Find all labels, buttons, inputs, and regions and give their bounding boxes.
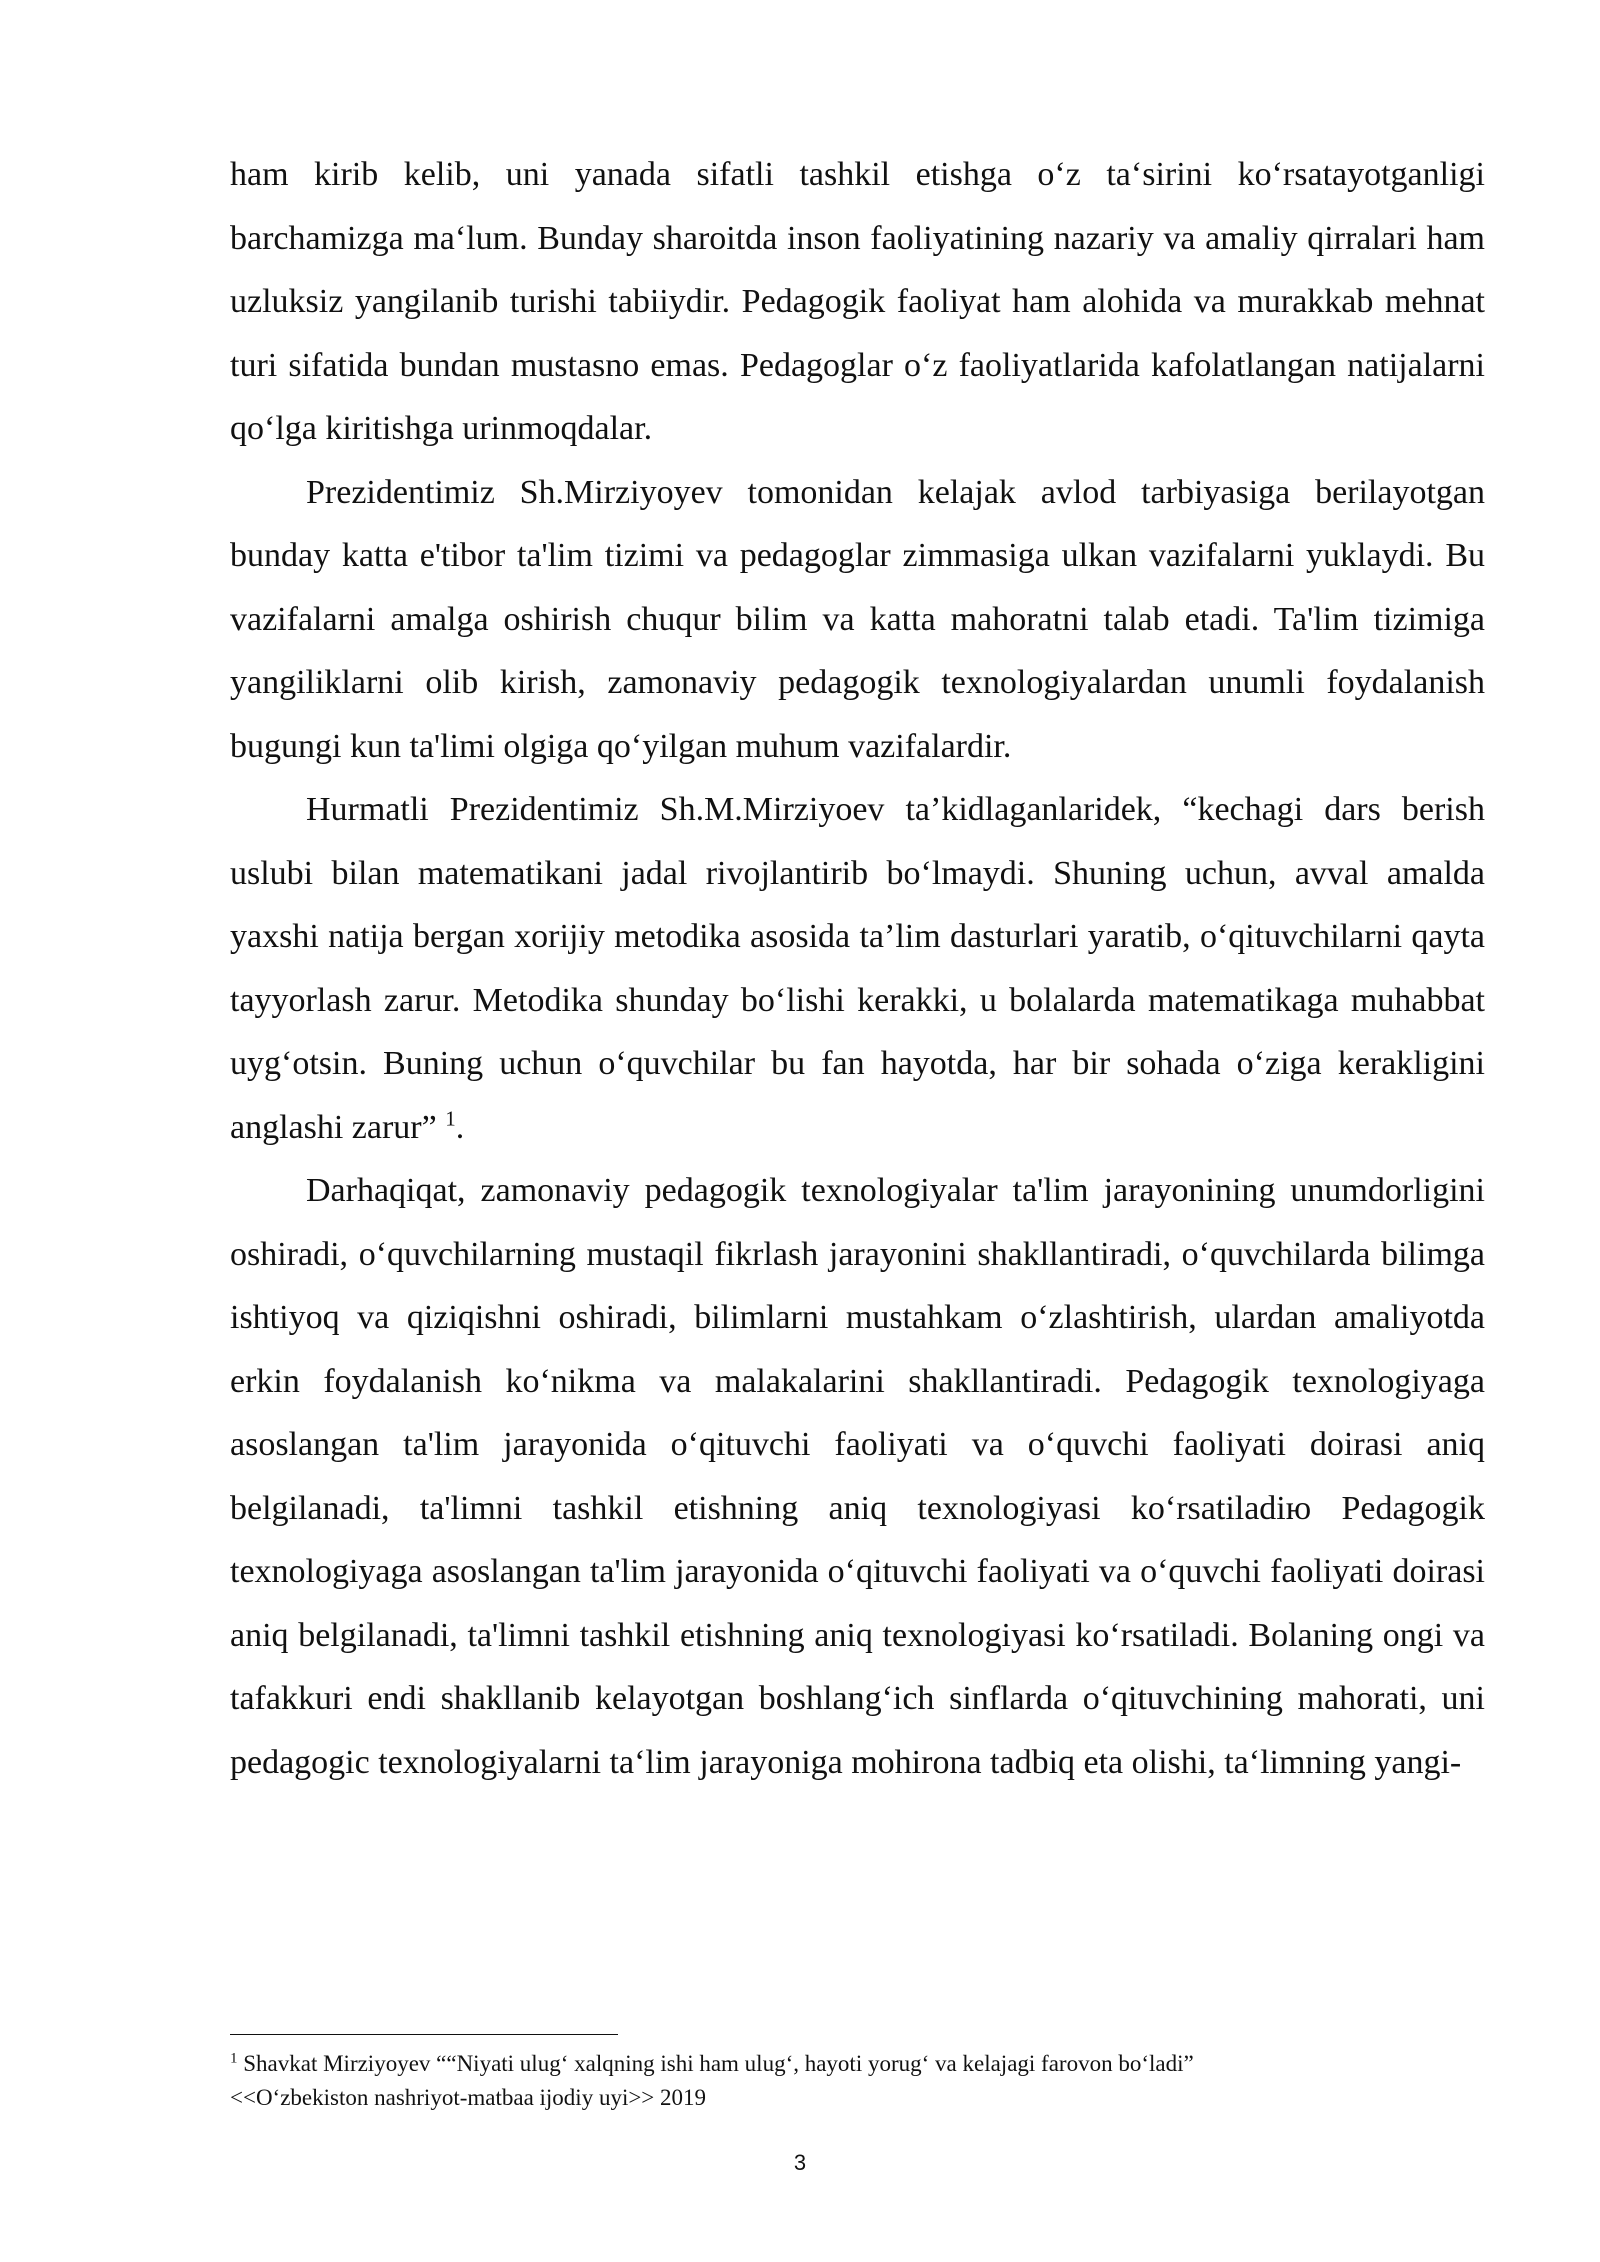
- footnote-number: 1: [230, 2050, 238, 2067]
- paragraph-3-text: Hurmatli Prezidentimiz Sh.M.Mirziyoev ta’kidlaganlaridek, “kechagi dars berish uslubi bilan matematikani jadal rivojlantirib bo‘lmaydi. Shuning uchun, avval amalda yaxshi natija bergan xorijiy metodika asosida ta’lim dasturlari yaratib, o‘qituvchilarni qayta tayyorlash zarur. Metodika shunday bo‘lishi kerakki, u bolalarda matematikaga muhabbat uyg‘otsin. Buning uchun o‘quvchilar bu fan hayotda, har bir sohada o‘ziga kerakligini anglashi zarur”: [230, 791, 1485, 1146]
- footnote-line-1: [230, 2047, 1485, 2081]
- paragraph-3: [230, 778, 1485, 1159]
- footnote-citation: Shavkat Mirziyoyev ““Niyati ulug‘ xalqning ishi ham ulug‘, hayoti yorug‘ va kelajagi farovon bo‘ladi”: [243, 2051, 1194, 2076]
- footnote-reference[interactable]: 1: [445, 1106, 456, 1131]
- body-text: [230, 143, 1485, 1794]
- paragraph-2: Prezidentimiz Sh.Mirziyoyev tomonidan kelajak avlod tarbiyasiga berilayotgan bunday katta e'tibor ta'lim tizimi va pedagoglar zimmasiga ulkan vazifalarni yuklaydi. Bu vazifalarni amalga oshirish chuqur bilim va katta mahoratni talab etadi. Ta'lim tizimiga yangiliklarni olib kirish, zamonaviy pedagogik texnologiyalardan unumli foydalanish bugungi kun ta'limi olgiga qo‘yilgan muhum vazifalardir.: [230, 473, 1485, 765]
- page-number: 3: [793, 2150, 807, 2175]
- footnote-separator: [230, 2034, 618, 2035]
- paragraph-1: ham kirib kelib, uni yanada sifatli tashkil etishga o‘z ta‘sirini ko‘rsatayotganligi barchamizga ma‘lum. Bunday sharoitda inson faoliyatining nazariy va amaliy qirralari ham uzluksiz yangilanib turishi tabiiydir. Pedagogik faoliyat ham alohida va murakkab mehnat turi sifatida bundan mustasno emas. Pedagoglar o‘z faoliyatlarida kafolatlangan natijalarni qo‘lga kiritishga urinmoqdalar.: [230, 156, 1485, 447]
- footnote: [230, 2047, 1485, 2115]
- footnote-reference-trailing-period: .: [455, 1108, 465, 1146]
- footnote-line-2: <<O‘zbekiston nashriyot-matbaa ijodiy uyi>> 2019: [230, 2085, 707, 2110]
- paragraph-4: Darhaqiqat, zamonaviy pedagogik texnologiyalar ta'lim jarayonining unumdorligini oshiradi, o‘quvchilarning mustaqil fikrlash jarayonini shakllantiradi, o‘quvchilarda bilimga ishtiyoq va qiziqishni oshiradi, bilimlarni mustahkam o‘zlashtirish, ulardan amaliyotda erkin foydalanish ko‘nikma va malakalarini shakllantiradi. Pedagogik texnologiyaga asoslangan ta'lim jarayonida o‘qituvchi faoliyati va o‘quvchi faoliyati doirasi aniq belgilanadi, ta'limni tashkil etishning aniq texnologiyasi ko‘rsatiladiю Pedagogik texnologiyaga asoslangan ta'lim jarayonida o‘qituvchi faoliyati va o‘quvchi faoliyati doirasi aniq belgilanadi, ta'limni tashkil etishning aniq texnologiyasi ko‘rsatiladi. Bolaning ongi va tafakkuri endi shakllanib kelayotgan boshlang‘ich sinflarda o‘qituvchining mahorati, uni pedagogic texnologiyalarni ta‘lim jarayoniga mohirona tadbiq eta olishi, ta‘limning yangi-: [230, 1172, 1485, 1781]
